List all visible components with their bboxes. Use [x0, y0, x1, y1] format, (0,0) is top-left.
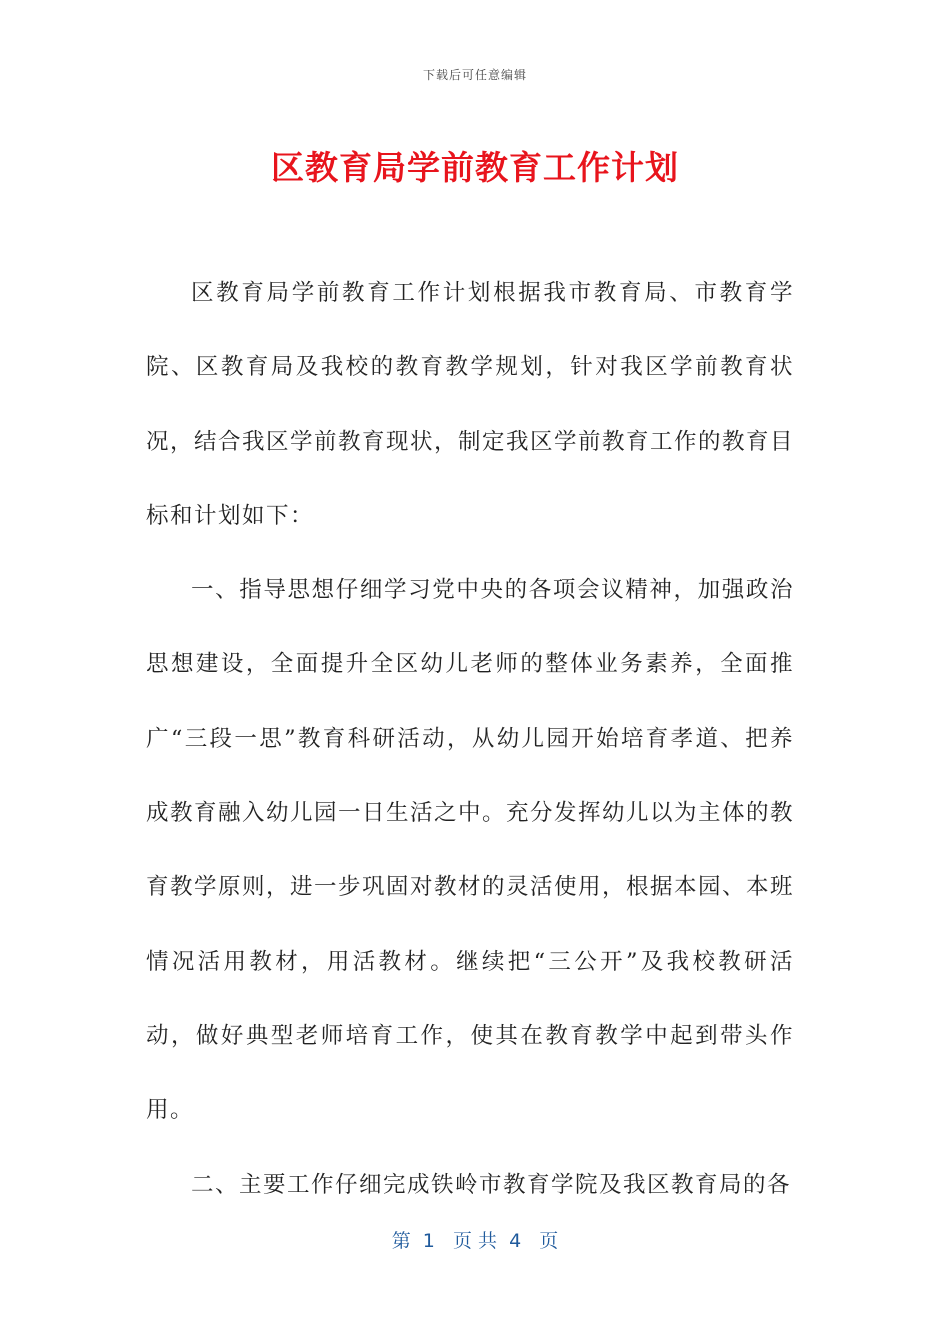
header-note: 下载后可任意编辑 — [422, 68, 527, 82]
paragraph-guiding-thought: 一、指导思想仔细学习党中央的各项会议精神，加强政治思想建设，全面提升全区幼儿老师的整体业务素养，全面推广“三段一思”教育科研活动，从幼儿园开始培育孝道、把养成教育融入幼儿园一日生活之中。充分发挥幼儿以为主体的教育教学原则，进一步巩固对教材的灵活使用，根据本园、本班情况活用教材，用活教材。继续把“三公开”及我校教研活动，做好典型老师培育工作，使其在教育教学中起到带头作用。 — [146, 577, 795, 1124]
document-body — [146, 256, 794, 1222]
paragraph-main-work: 二、主要工作仔细完成铁岭市教育学院及我区教育局的各 — [191, 1171, 792, 1198]
document-title: 区教育局学前教育工作计划 — [271, 148, 679, 187]
page-indicator: 第 1 页 共 4 页 — [391, 1230, 559, 1252]
paragraph-intro: 区教育局学前教育工作计划根据我市教育局、市教育学院、区教育局及我校的教育教学规划，针对我区学前教育状况，结合我区学前教育现状，制定我区学前教育工作的教育目标和计划如下： — [146, 280, 795, 529]
